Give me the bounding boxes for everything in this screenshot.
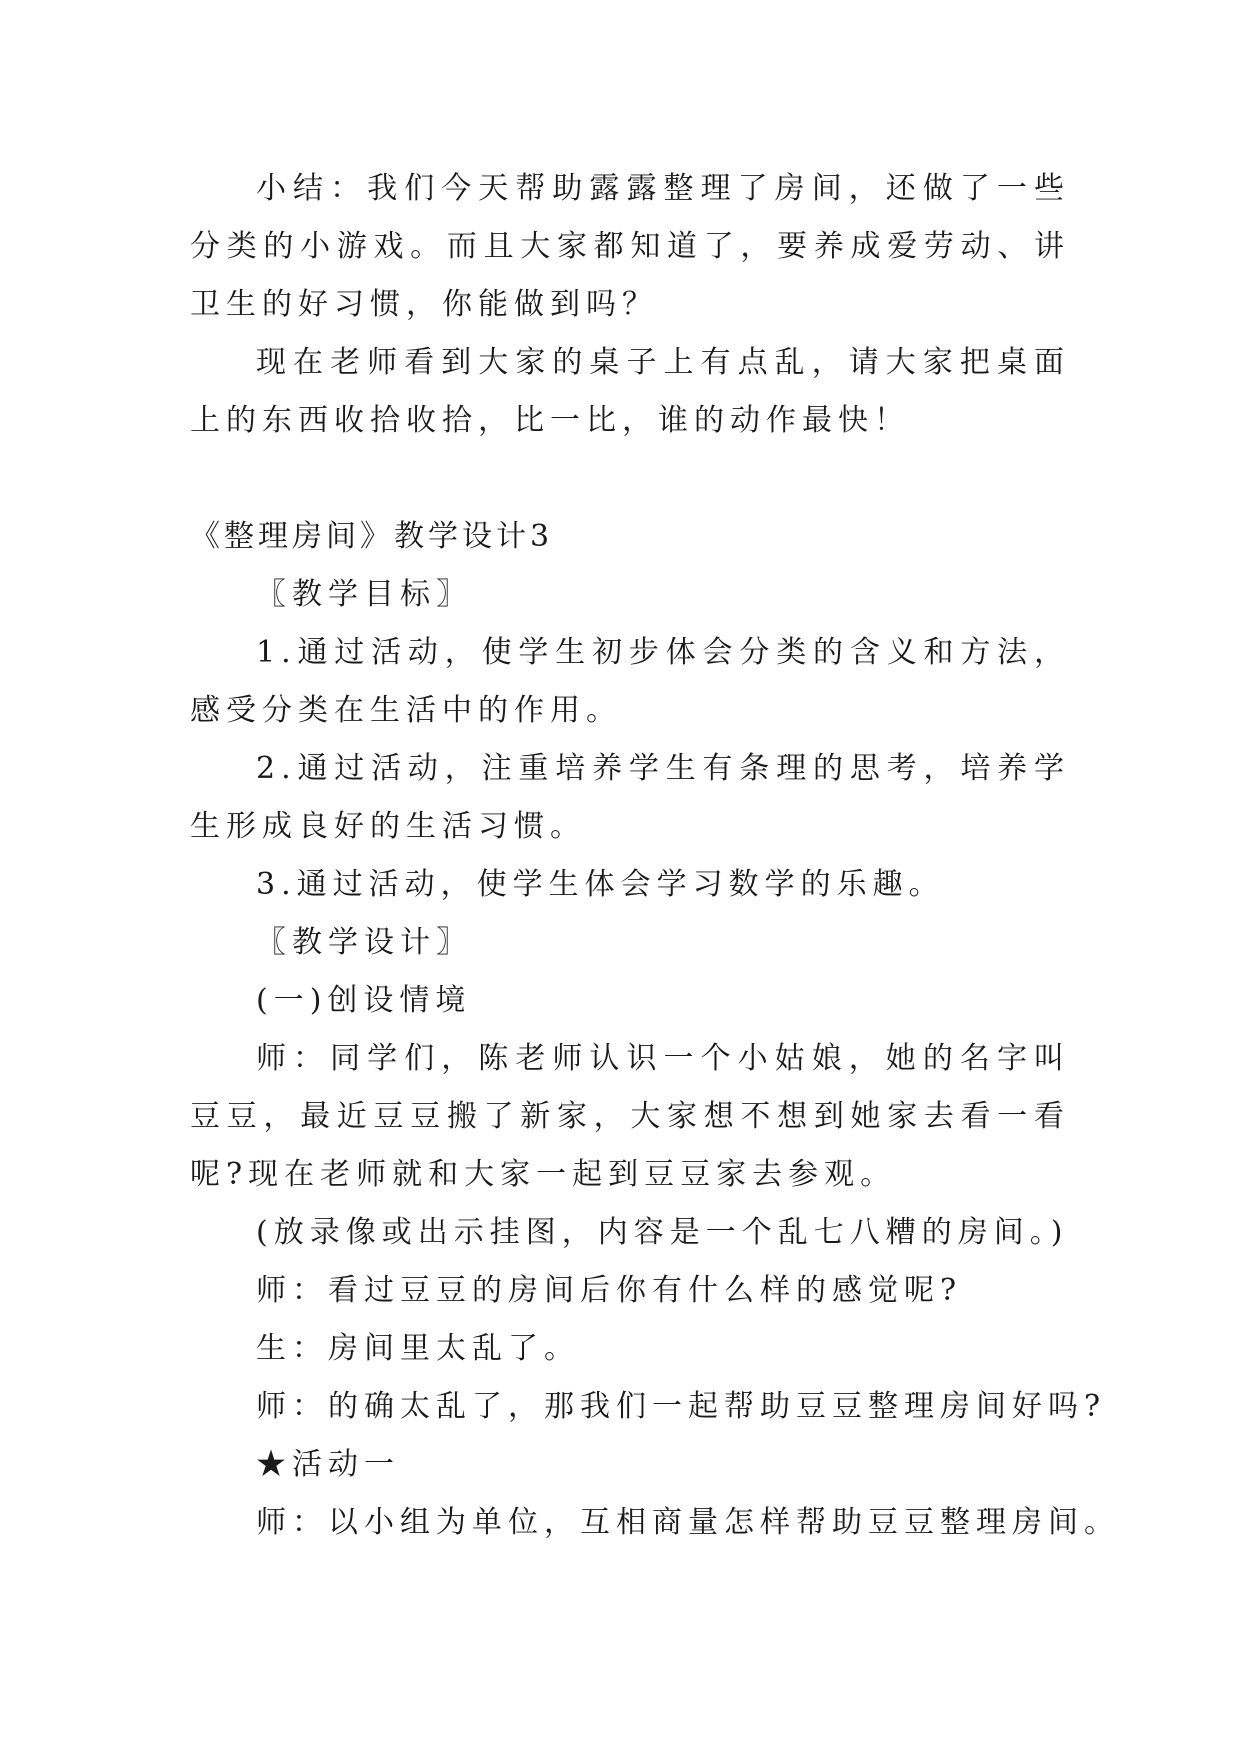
teacher-line-2: 师：看过豆豆的房间后你有什么样的感觉呢? (256, 1273, 963, 1308)
teacher-line-1: 师：同学们，陈老师认识一个小姑娘，她的名字叫豆豆，最近豆豆搬了新家，大家想不想到她家去看一看呢?现在老师就和大家一起到豆豆家去参观。 (190, 1041, 1070, 1192)
goal-item-1: 1.通过活动，使学生初步体会分类的含义和方法，感受分类在生活中的作用。 (190, 635, 1070, 728)
summary-paragraph: 小结：我们今天帮助露露整理了房间，还做了一些分类的小游戏。而且大家都知道了，要养成爱劳动、讲卫生的好习惯，你能做到吗？ (190, 171, 1070, 322)
design-heading: 〖教学设计〗 (256, 925, 472, 960)
tidy-desk-paragraph: 现在老师看到大家的桌子上有点乱，请大家把桌面上的东西收拾收拾，比一比，谁的动作最快！ (190, 345, 1070, 438)
text-column (190, 160, 1120, 1552)
teacher-line-3: 师：的确太乱了，那我们一起帮助豆豆整理房间好吗? (256, 1389, 1107, 1424)
teacher-line-4: 师：以小组为单位，互相商量怎样帮助豆豆整理房间。 (256, 1505, 1120, 1540)
activity-heading: ★活动一 (256, 1447, 400, 1482)
goals-heading: 〖教学目标〗 (256, 577, 472, 612)
student-line-1: 生：房间里太乱了。 (256, 1331, 580, 1366)
step-heading: (一)创设情境 (256, 983, 472, 1018)
goal-item-2: 2.通过活动，注重培养学生有条理的思考，培养学生形成良好的生活习惯。 (190, 751, 1070, 844)
stage-note: (放录像或出示挂图，内容是一个乱七八糟的房间。) (256, 1215, 1069, 1250)
section-title: 《整理房间》教学设计3 (190, 519, 554, 554)
section-spacer (190, 450, 1070, 508)
goal-item-3: 3.通过活动，使学生体会学习数学的乐趣。 (256, 867, 945, 902)
